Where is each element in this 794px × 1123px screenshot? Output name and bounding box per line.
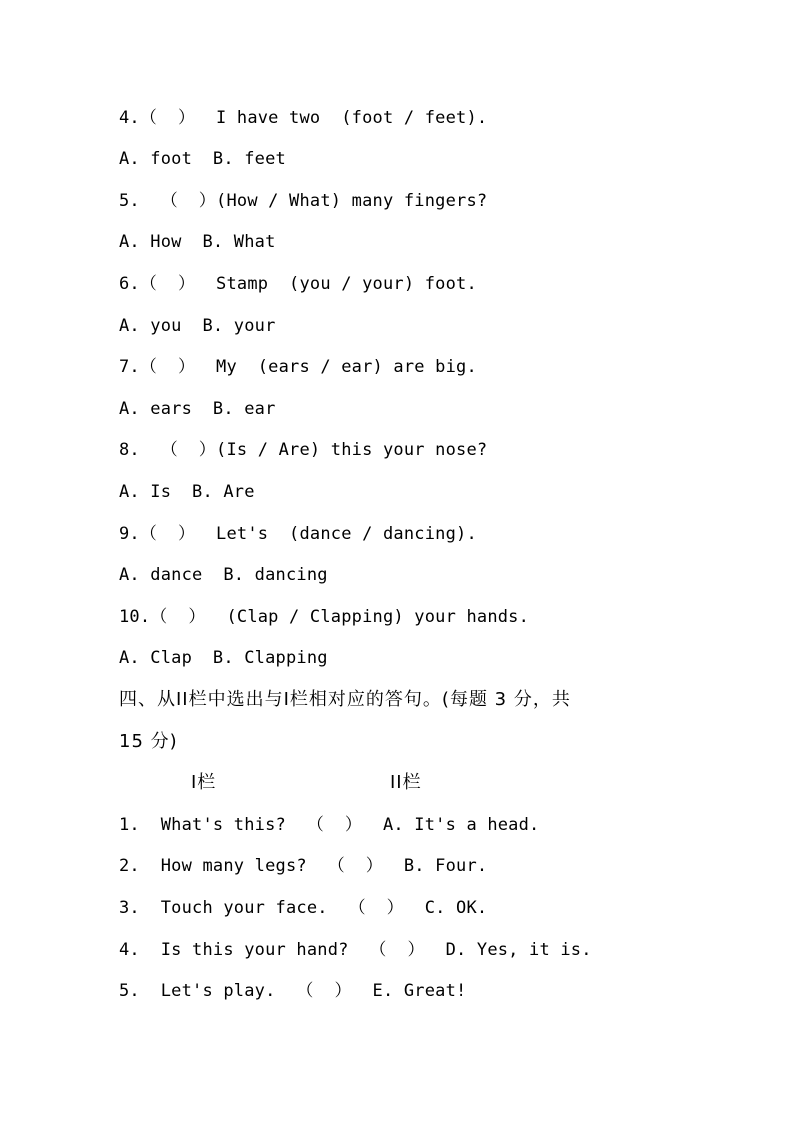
match-item-2: 2. How many legs? （ ） B. Four. xyxy=(119,856,488,876)
question-4-stem: 4.（ ） I have two (foot / feet). xyxy=(119,108,488,128)
match-item-4: 4. Is this your hand? （ ） D. Yes, it is. xyxy=(119,940,592,960)
question-8-stem: 8. （ ）(Is / Are) this your nose? xyxy=(119,440,488,460)
match-item-3: 3. Touch your face. （ ） C. OK. xyxy=(119,898,488,918)
question-10-stem: 10.（ ） (Clap / Clapping) your hands. xyxy=(119,607,530,627)
question-10-options: A. Clap B. Clapping xyxy=(119,648,328,668)
column-2-header: II栏 xyxy=(390,772,422,793)
section-4-heading: 四、从II栏中选出与I栏相对应的答句。(每题 3 分，共 xyxy=(119,689,571,710)
column-1-header: I栏 xyxy=(191,772,217,793)
question-7-options: A. ears B. ear xyxy=(119,399,276,419)
section-4-heading-cont: 15 分) xyxy=(119,731,178,752)
question-9-stem: 9.（ ） Let's (dance / dancing). xyxy=(119,524,477,544)
match-item-1: 1. What's this? （ ） A. It's a head. xyxy=(119,815,540,835)
question-5-options: A. How B. What xyxy=(119,232,276,252)
question-9-options: A. dance B. dancing xyxy=(119,565,328,585)
question-6-stem: 6.（ ） Stamp (you / your) foot. xyxy=(119,274,477,294)
question-8-options: A. Is B. Are xyxy=(119,482,255,502)
question-6-options: A. you B. your xyxy=(119,316,276,336)
question-5-stem: 5. （ ）(How / What) many fingers? xyxy=(119,191,488,211)
match-item-5: 5. Let's play. （ ） E. Great! xyxy=(119,981,467,1001)
question-4-options: A. foot B. feet xyxy=(119,149,286,169)
question-7-stem: 7.（ ） My (ears / ear) are big. xyxy=(119,357,477,377)
